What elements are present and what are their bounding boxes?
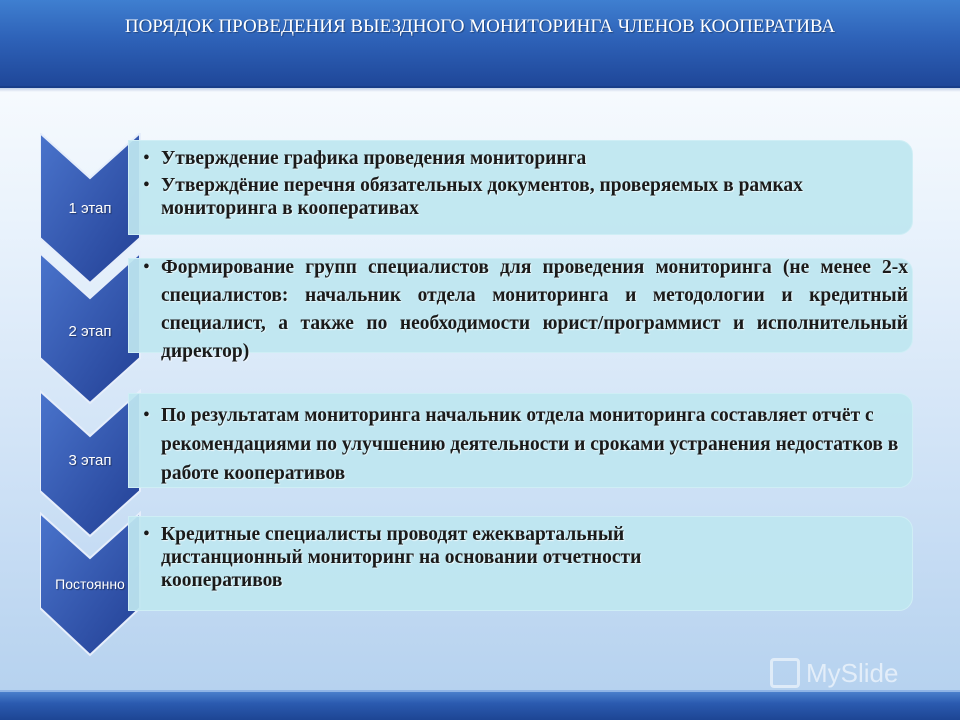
- stage-box-4: [128, 516, 913, 611]
- stage-4-item-1: • Кредитные специалисты проводят ежеквартальный дистанционный мониторинг на основании отчетности кооперативов: [129, 523, 912, 592]
- watermark: [770, 656, 898, 690]
- stage-box-1: [128, 140, 913, 235]
- stage-label-2: 2 этап: [68, 323, 112, 340]
- stage-1-item-2: • Утверждёние перечня обязательных документов, проверяемых в рамках мониторинга в кооперативах: [129, 174, 912, 220]
- stage-3-item-1: • По результатам мониторинга начальник отдела мониторинга составляет отчёт с рекомендациями по улучшению деятельности и сроками устранения недостатков в работе кооперативов: [129, 401, 912, 488]
- stage-label-3: 3 этап: [68, 452, 112, 469]
- stage-1-item-1: • Утверждение графика проведения мониторинга: [129, 147, 912, 170]
- stage-2-item-1: • Формирование групп специалистов для проведения мониторинга (не менее 2-х специалистов: начальник отдела мониторинга и методологии и кредитный специалист, а также по необходимости юрист/программист и исполнительный директор): [129, 254, 912, 366]
- watermark-text: MySlide: [806, 658, 899, 688]
- header-bar: [0, 0, 960, 88]
- presentation-logo-icon: [770, 658, 800, 688]
- footer-bar: [0, 690, 960, 720]
- stage-label-4: Постоянно: [55, 576, 125, 592]
- stage-box-3: [128, 393, 913, 488]
- slide-title: ПОРЯДОК ПРОВЕДЕНИЯ ВЫЕЗДНОГО МОНИТОРИНГА ЧЛЕНОВ КООПЕРАТИВА: [124, 16, 836, 37]
- stage-box-2: [128, 257, 913, 362]
- stage-label-1: 1 этап: [68, 200, 112, 217]
